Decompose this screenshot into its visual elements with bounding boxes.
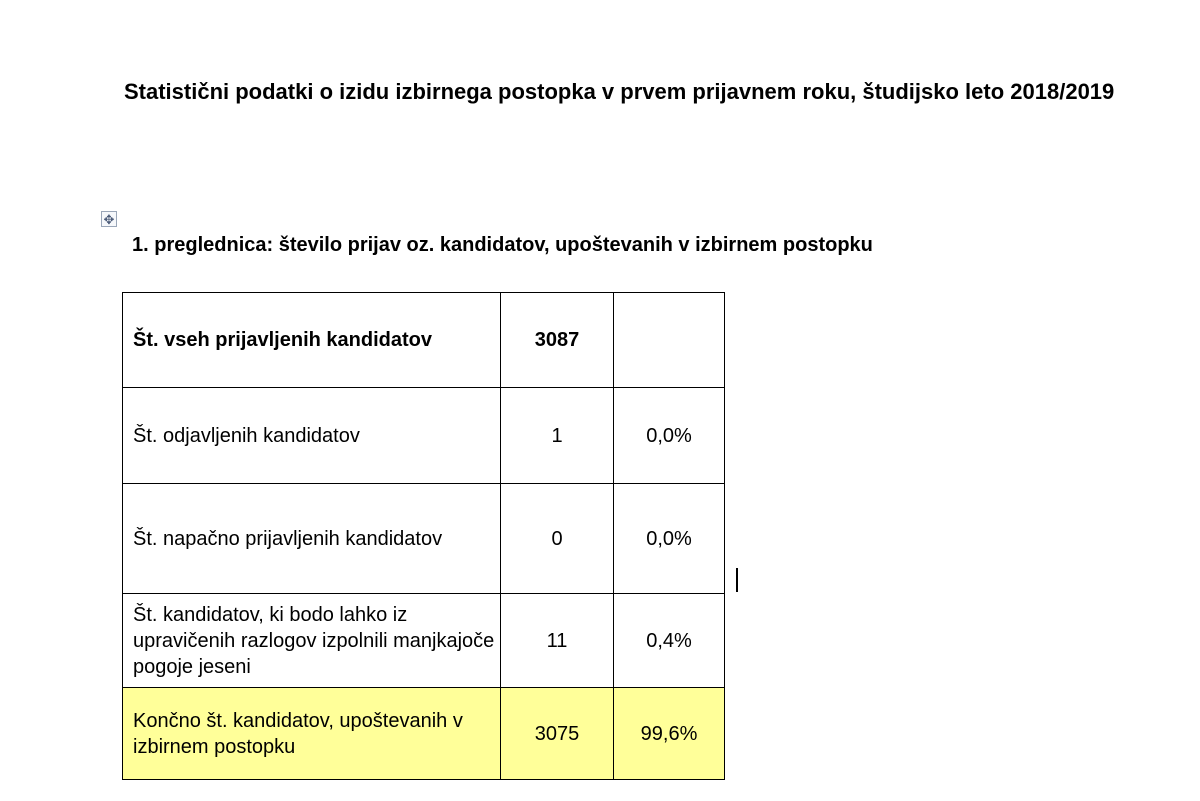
table-cell-label[interactable]: Št. vseh prijavljenih kandidatov [123, 293, 501, 388]
table-cell-percent[interactable]: 0,0% [614, 484, 725, 594]
table-cell-count[interactable]: 3087 [501, 293, 614, 388]
document-title: Statistični podatki o izidu izbirnega postopka v prvem prijavnem roku, študijsko leto 2018/2019 [124, 79, 1115, 104]
table-cell-count[interactable]: 0 [501, 484, 614, 594]
table-row-conditional [123, 594, 725, 688]
text-cursor [736, 568, 738, 592]
table-cell-percent[interactable]: 99,6% [614, 688, 725, 780]
statistics-table [122, 292, 725, 780]
table-cell-label[interactable]: Št. napačno prijavljenih kandidatov [123, 484, 501, 594]
table-caption: 1. preglednica: število prijav oz. kandidatov, upoštevanih v izbirnem postopku [132, 234, 873, 256]
table-cell-count[interactable]: 3075 [501, 688, 614, 780]
table-cell-label[interactable]: Št. odjavljenih kandidatov [123, 388, 501, 484]
table-cell-count[interactable]: 1 [501, 388, 614, 484]
table-move-icon[interactable]: ✥ [101, 211, 117, 227]
table-row-final-count [123, 688, 725, 780]
table-row-withdrawn [123, 388, 725, 484]
table-cell-label[interactable]: Končno št. kandidatov, upoštevanih v izbirnem postopku [123, 688, 501, 780]
table-cell-percent[interactable]: 0,0% [614, 388, 725, 484]
table-row-total-applicants [123, 293, 725, 388]
table-row-wrongly-registered [123, 484, 725, 594]
table-cell-percent[interactable] [614, 293, 725, 388]
table-cell-percent[interactable]: 0,4% [614, 594, 725, 688]
table-cell-count[interactable]: 11 [501, 594, 614, 688]
table-cell-label[interactable]: Št. kandidatov, ki bodo lahko iz upravičenih razlogov izpolnili manjkajoče pogoje jeseni [123, 594, 501, 688]
